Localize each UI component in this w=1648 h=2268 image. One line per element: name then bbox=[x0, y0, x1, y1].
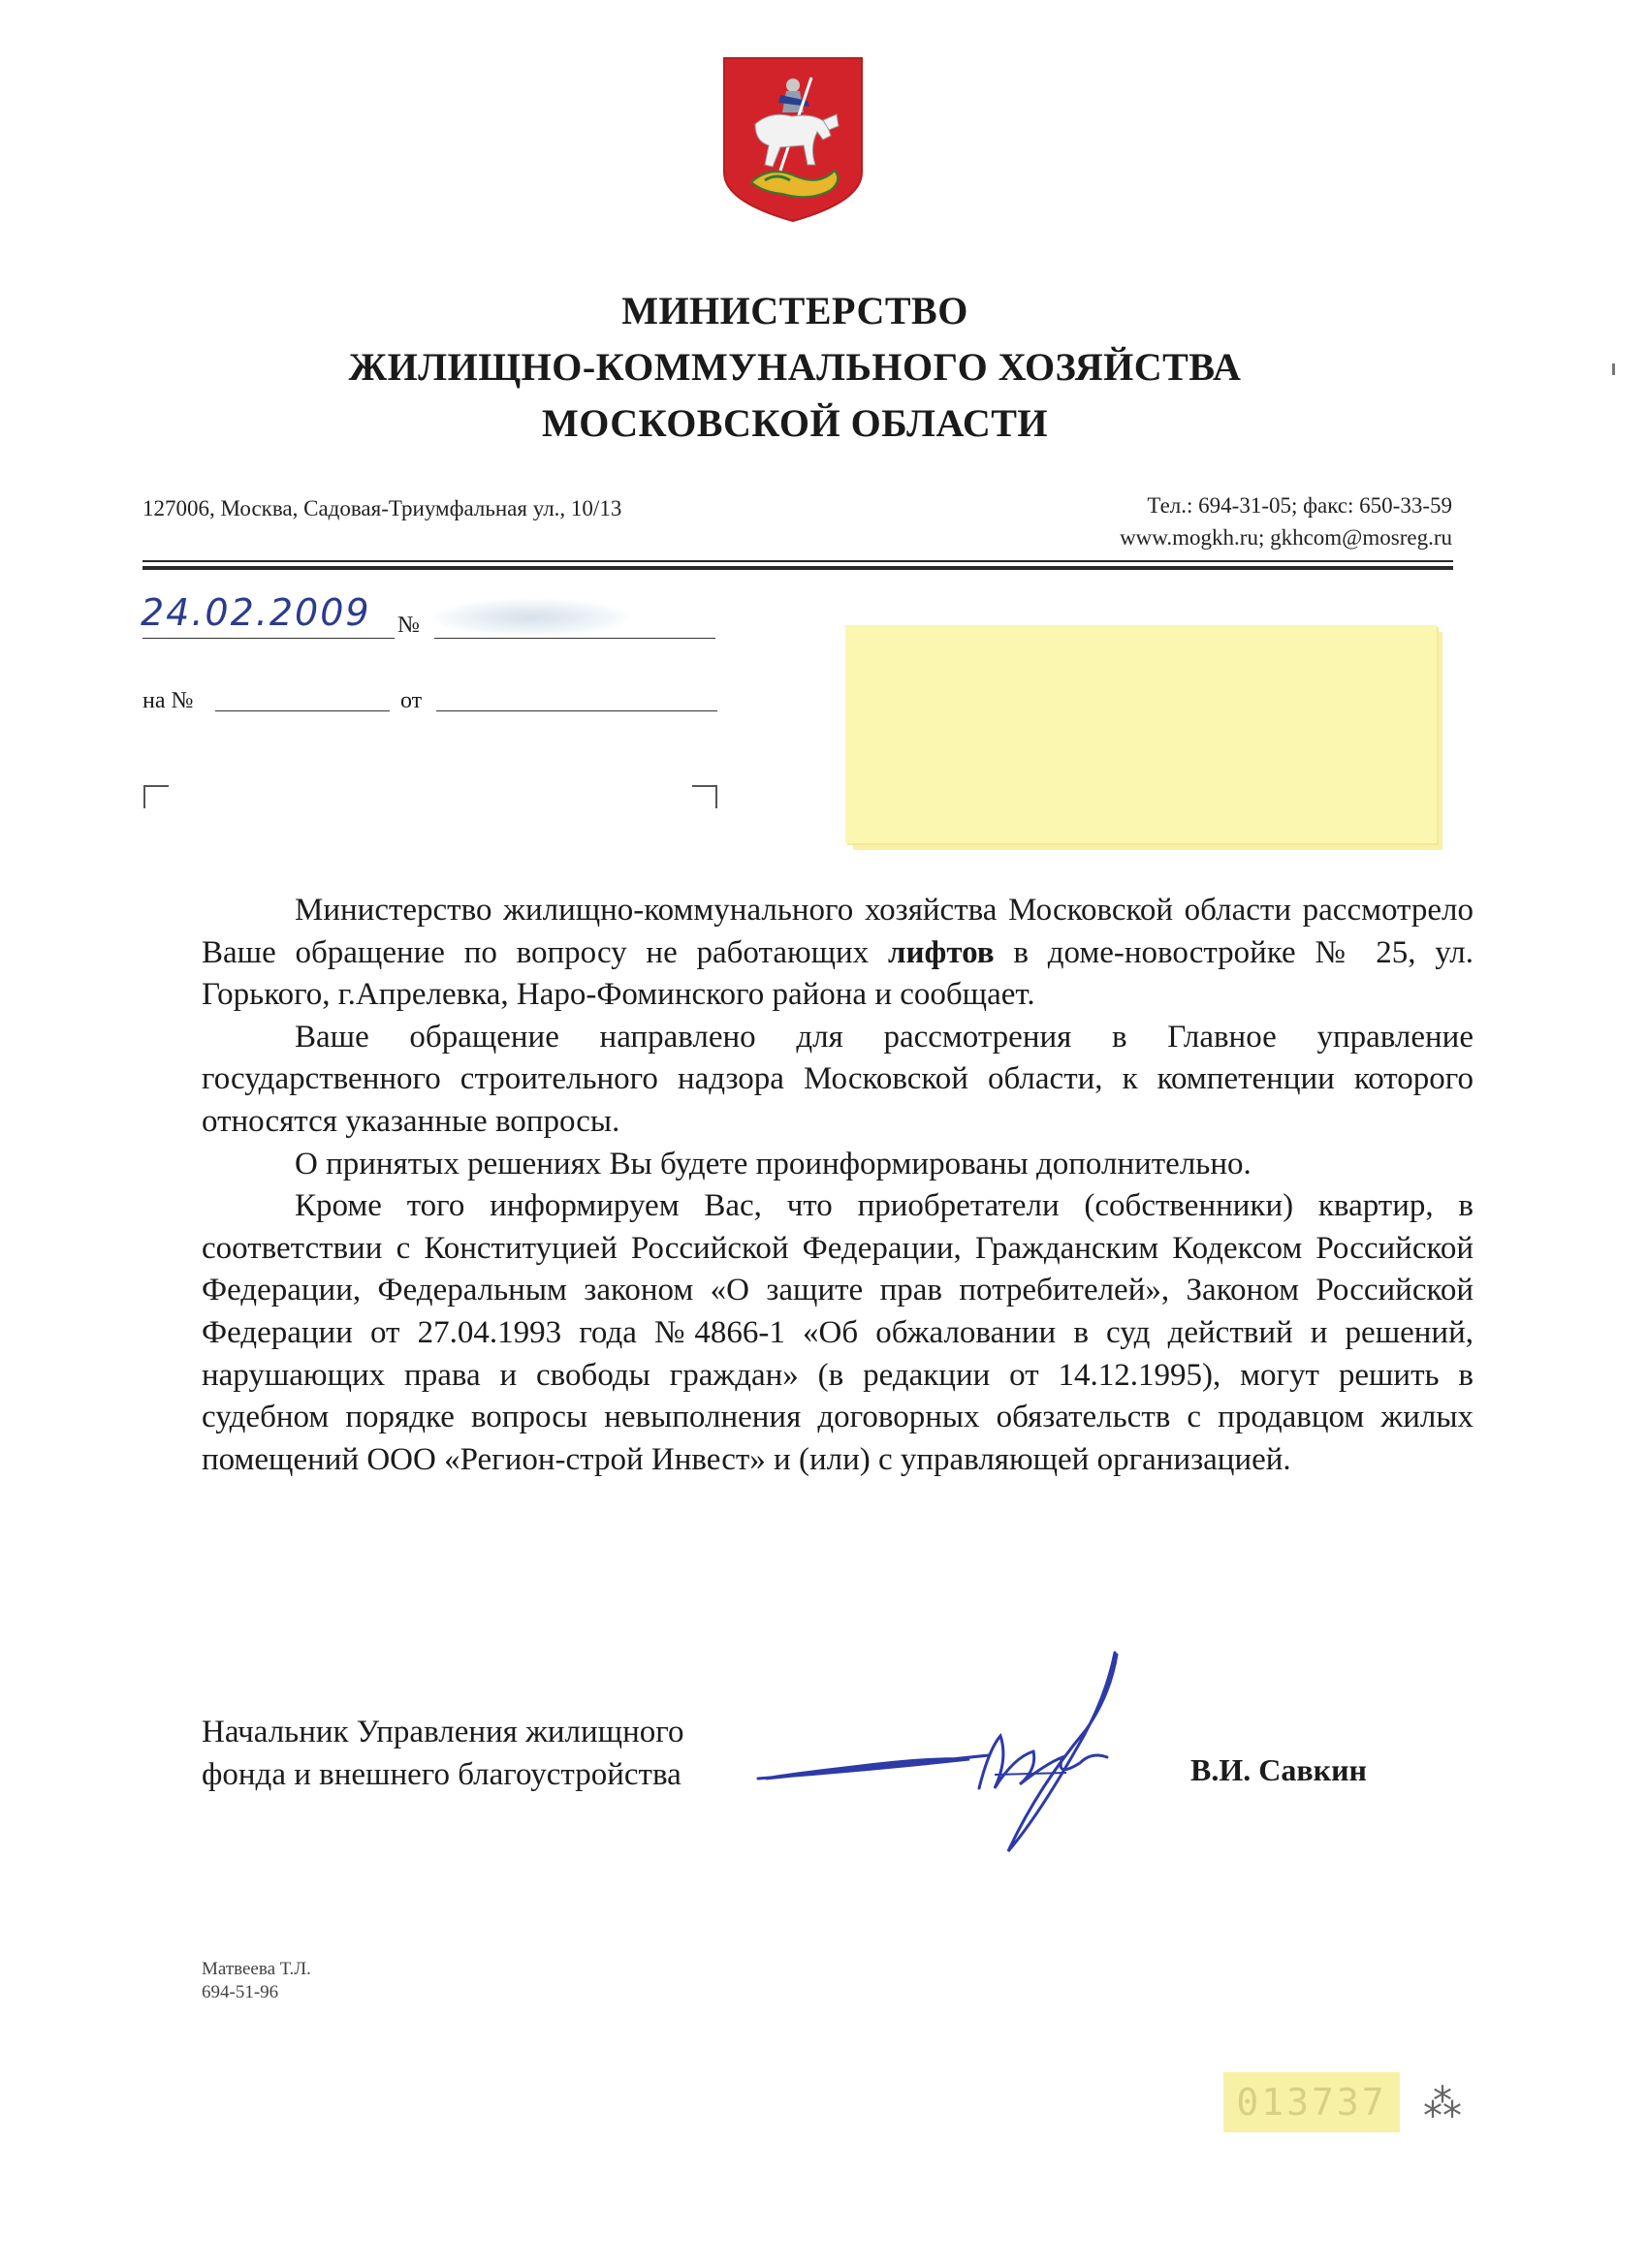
paragraph-1-emphasis: лифтов bbox=[887, 934, 995, 970]
paragraph-3: О принятых решениях Вы будете проинформированы дополнительно. bbox=[295, 1146, 1252, 1181]
recipient-redaction-sticky-note bbox=[845, 625, 1437, 843]
reference-date-underline bbox=[436, 710, 717, 711]
date-underline bbox=[143, 638, 395, 639]
ministry-contacts bbox=[872, 489, 1452, 553]
header-divider-thick bbox=[143, 566, 1453, 570]
coat-of-arms-emblem bbox=[722, 56, 864, 223]
paragraph-1-text: Министерство жилищно-коммунального хозяйства Московской области рассмотрело Ваше обращение по вопросу не работающих bbox=[202, 893, 1474, 970]
redacted-number bbox=[434, 599, 628, 636]
paragraph-1-text-end: в доме-новостройке № 25, ул. Горького, г.Апрелевка, Наро-Фоминского района и сообщает. bbox=[202, 934, 1474, 1013]
executor-info bbox=[202, 1958, 311, 2004]
handwritten-signature bbox=[746, 1643, 1154, 1866]
reference-number-label: на № bbox=[143, 688, 194, 713]
signatory-title-line-1: Начальник Управления жилищного bbox=[202, 1715, 684, 1749]
ministry-name-line-3: МОСКОВСКОЙ ОБЛАСТИ bbox=[541, 401, 1049, 445]
asterisk-mark-icon: ⁂ bbox=[1423, 2082, 1462, 2126]
signatory-title bbox=[202, 1711, 683, 1796]
header-divider-thin bbox=[143, 560, 1453, 562]
handwritten-date: 24.02.2009 bbox=[141, 591, 371, 634]
letter-body bbox=[202, 890, 1474, 1481]
outgoing-number-label: № bbox=[397, 613, 420, 638]
signatory-name: В.И. Савкин bbox=[1190, 1752, 1367, 1787]
paragraph-2: Ваше обращение направлено для рассмотрения в Главное управление государственного строительного надзора Московской области, к компетенции которого относятся указанные вопросы. bbox=[202, 1019, 1474, 1139]
reference-date-label: от bbox=[400, 688, 423, 713]
paragraph-4: Кроме того информируем Вас, что приобретатели (собственники) квартир, в соответствии с Конституцией Российской Федерации, Гражданским Кодексом Российской Федерации, Федеральным законом «О защите прав потребителей», Законом Российской Федерации от 27.04.1993 года №4866-1 «Об обжаловании в суд действий и решений, нарушающих права и свободы граждан» (в редакции от 14.12.1995), могут решить в судебном порядке вопросы невыполнения договорных обязательств с продавцом жилых помещений ООО «Регион-строй Инвест» и (или) с управляющей организацией. bbox=[202, 1188, 1474, 1477]
executor-phone: 694-51-96 bbox=[202, 1982, 279, 2002]
address-corner-mark-left bbox=[143, 785, 169, 808]
reference-number-underline bbox=[215, 710, 390, 711]
scan-speck bbox=[1612, 363, 1615, 375]
outgoing-number-underline bbox=[434, 638, 715, 639]
web-email: www.mogkh.ru; gkhcom@mosreg.ru bbox=[1120, 525, 1452, 550]
registration-stamp-number: 013737 bbox=[1223, 2072, 1400, 2132]
executor-name: Матвеева Т.Л. bbox=[202, 1959, 311, 1979]
ministry-name-line-2: ЖИЛИЩНО-КОММУНАЛЬНОГО ХОЗЯЙСТВА bbox=[348, 345, 1242, 389]
phone-fax: Тел.: 694-31-05; факс: 650-33-59 bbox=[1147, 493, 1452, 518]
ministry-name-line-1: МИНИСТЕРСТВО bbox=[621, 289, 968, 332]
paragraph-1 bbox=[202, 890, 1474, 1017]
signatory-title-line-2: фонда и внешнего благоустройства bbox=[202, 1757, 681, 1792]
address-corner-mark-right bbox=[692, 785, 717, 808]
ministry-address: 127006, Москва, Садовая-Триумфальная ул., 10/13 bbox=[143, 496, 622, 520]
